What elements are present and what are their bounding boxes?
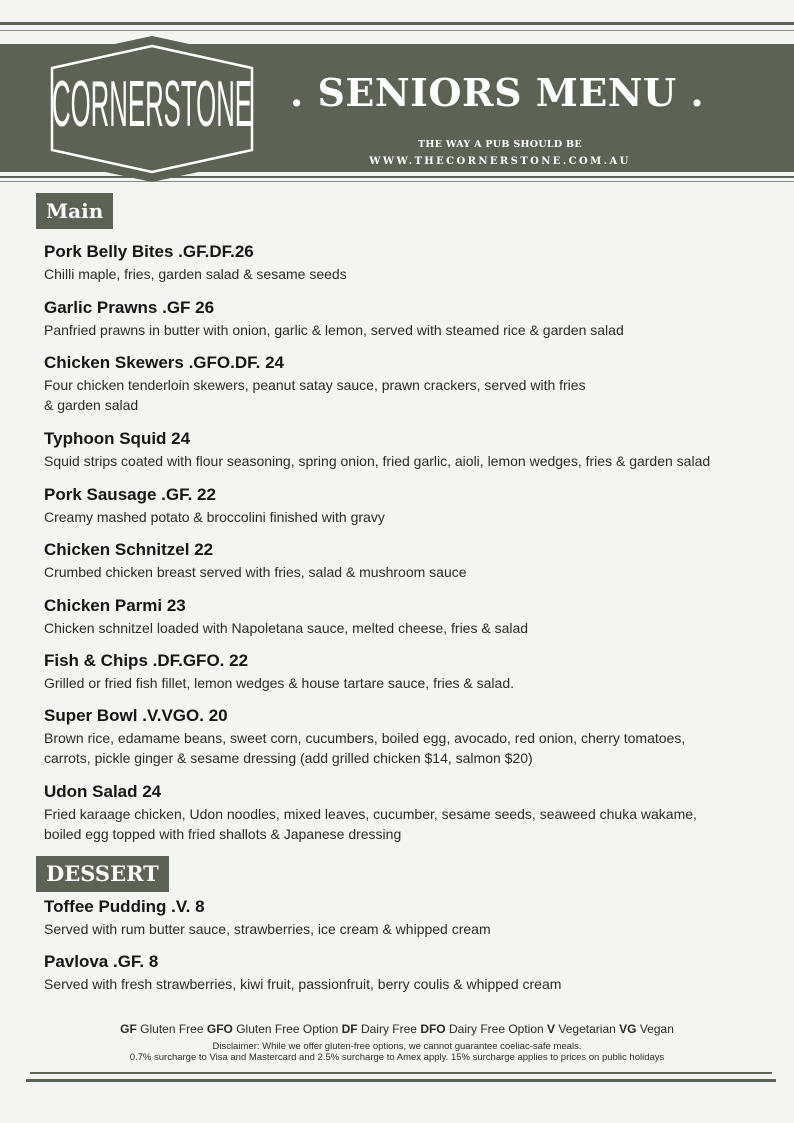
item-name: Typhoon Squid 24 bbox=[44, 429, 191, 448]
item-name: Toffee Pudding .V. 8 bbox=[44, 897, 205, 916]
legend-code-vg: VG bbox=[619, 1022, 637, 1036]
item-name: Chicken Parmi 23 bbox=[44, 596, 186, 615]
item-name: Chicken Schnitzel 22 bbox=[44, 540, 214, 559]
item-name: Fish & Chips .DF.GFO. 22 bbox=[44, 651, 249, 670]
legend-text-df: Dairy Free bbox=[360, 1022, 417, 1036]
disclaimer-line-1: Disclaimer: While we offer gluten-free options, we cannot guarantee coeliac-safe meals. bbox=[212, 1041, 582, 1052]
item-description: Brown rice, edamame beans, sweet corn, cucumbers, boiled egg, avocado, red onion, cherry tomatoes, bbox=[44, 730, 686, 746]
legend-text-gfo: Gluten Free Option bbox=[236, 1022, 339, 1036]
menu-item bbox=[44, 781, 788, 844]
item-description: Served with fresh strawberries, kiwi fruit, passionfruit, berry coulis & whipped cream bbox=[44, 976, 562, 992]
section-heading-main: Main bbox=[36, 193, 113, 229]
menu-item bbox=[44, 896, 788, 939]
bottom-divider bbox=[26, 1079, 776, 1082]
legend-code-gf: GF bbox=[120, 1022, 137, 1036]
page-title bbox=[290, 70, 730, 115]
item-description: Four chicken tenderloin skewers, peanut satay sauce, prawn crackers, served with fries bbox=[44, 377, 586, 393]
item-name: Udon Salad 24 bbox=[44, 782, 162, 801]
item-description: Crumbed chicken breast served with fries, salad & mushroom sauce bbox=[44, 564, 467, 580]
title-dot-left: . bbox=[290, 70, 304, 115]
item-description: Chilli maple, fries, garden salad & sesame seeds bbox=[44, 266, 347, 282]
item-name: Garlic Prawns .GF 26 bbox=[44, 298, 215, 317]
menu-item bbox=[44, 484, 788, 527]
bottom-divider-thin bbox=[30, 1072, 772, 1074]
item-name: Pavlova .GF. 8 bbox=[44, 952, 159, 971]
menu-item bbox=[44, 650, 788, 693]
item-description: Grilled or fried fish fillet, lemon wedges & house tartare sauce, fries & salad. bbox=[44, 675, 514, 691]
menu-item bbox=[44, 951, 788, 994]
menu-item bbox=[44, 297, 788, 340]
title-text: SENIORS MENU bbox=[317, 70, 677, 115]
item-description: Chicken schnitzel loaded with Napoletana sauce, melted cheese, fries & salad bbox=[44, 620, 529, 636]
menu-item bbox=[44, 595, 788, 638]
item-description: Fried karaage chicken, Udon noodles, mixed leaves, cucumber, sesame seeds, seaweed chuka wakame, bbox=[44, 806, 697, 822]
legend-text-dfo: Dairy Free Option bbox=[449, 1022, 544, 1036]
item-description-cont: boiled egg topped with fried shallots & Japanese dressing bbox=[44, 826, 402, 842]
disclaimer-line-2: 0.7% surcharge to Visa and Mastercard and 2.5% surcharge to Amex apply. 15% surcharge applies to prices on public holidays bbox=[129, 1052, 665, 1063]
menu-item bbox=[44, 705, 788, 768]
top-divider-thin bbox=[0, 30, 794, 31]
item-name: Chicken Skewers .GFO.DF. 24 bbox=[44, 353, 284, 372]
menu-item bbox=[44, 539, 788, 582]
legend-text-gf: Gluten Free bbox=[140, 1022, 204, 1036]
item-description: Panfried prawns in butter with onion, garlic & lemon, served with steamed rice & garden salad bbox=[44, 322, 624, 338]
item-description-cont: carrots, pickle ginger & sesame dressing (add grilled chicken $14, salmon $20) bbox=[44, 750, 533, 766]
legend-code-gfo: GFO bbox=[206, 1022, 233, 1036]
disclaimer bbox=[0, 1041, 794, 1063]
logo-text: CORNERSTONE bbox=[51, 67, 253, 141]
item-name: Pork Belly Bites .GF.DF.26 bbox=[44, 242, 254, 261]
legend-code-dfo: DFO bbox=[420, 1022, 446, 1036]
title-dot-right: . bbox=[690, 70, 705, 115]
legend-code-v: V bbox=[547, 1022, 556, 1036]
cornerstone-logo bbox=[36, 34, 268, 184]
item-description-cont: & garden salad bbox=[44, 397, 139, 413]
dietary-legend bbox=[0, 1022, 794, 1036]
legend-code-df: DF bbox=[341, 1022, 358, 1036]
section-heading-dessert: DESSERT bbox=[36, 856, 169, 892]
top-divider bbox=[0, 22, 794, 25]
legend-text-vg: Vegan bbox=[639, 1022, 674, 1036]
legend-text-v: Vegetarian bbox=[558, 1022, 616, 1036]
item-description: Served with rum butter sauce, strawberries, ice cream & whipped cream bbox=[44, 921, 491, 937]
menu-item bbox=[44, 352, 788, 415]
menu-item bbox=[44, 241, 788, 284]
tagline: THE WAY A PUB SHOULD BE bbox=[418, 139, 582, 150]
item-description: Squid strips coated with flour seasoning, spring onion, fried garlic, aioli, lemon wedges, fries & garden salad bbox=[44, 453, 711, 469]
website-link[interactable]: WWW.THECORNERSTONE.COM.AU bbox=[369, 156, 631, 167]
item-name: Super Bowl .V.VGO. 20 bbox=[44, 706, 228, 725]
menu-item bbox=[44, 428, 788, 471]
item-description: Creamy mashed potato & broccolini finished with gravy bbox=[44, 509, 385, 525]
item-name: Pork Sausage .GF. 22 bbox=[44, 485, 216, 504]
